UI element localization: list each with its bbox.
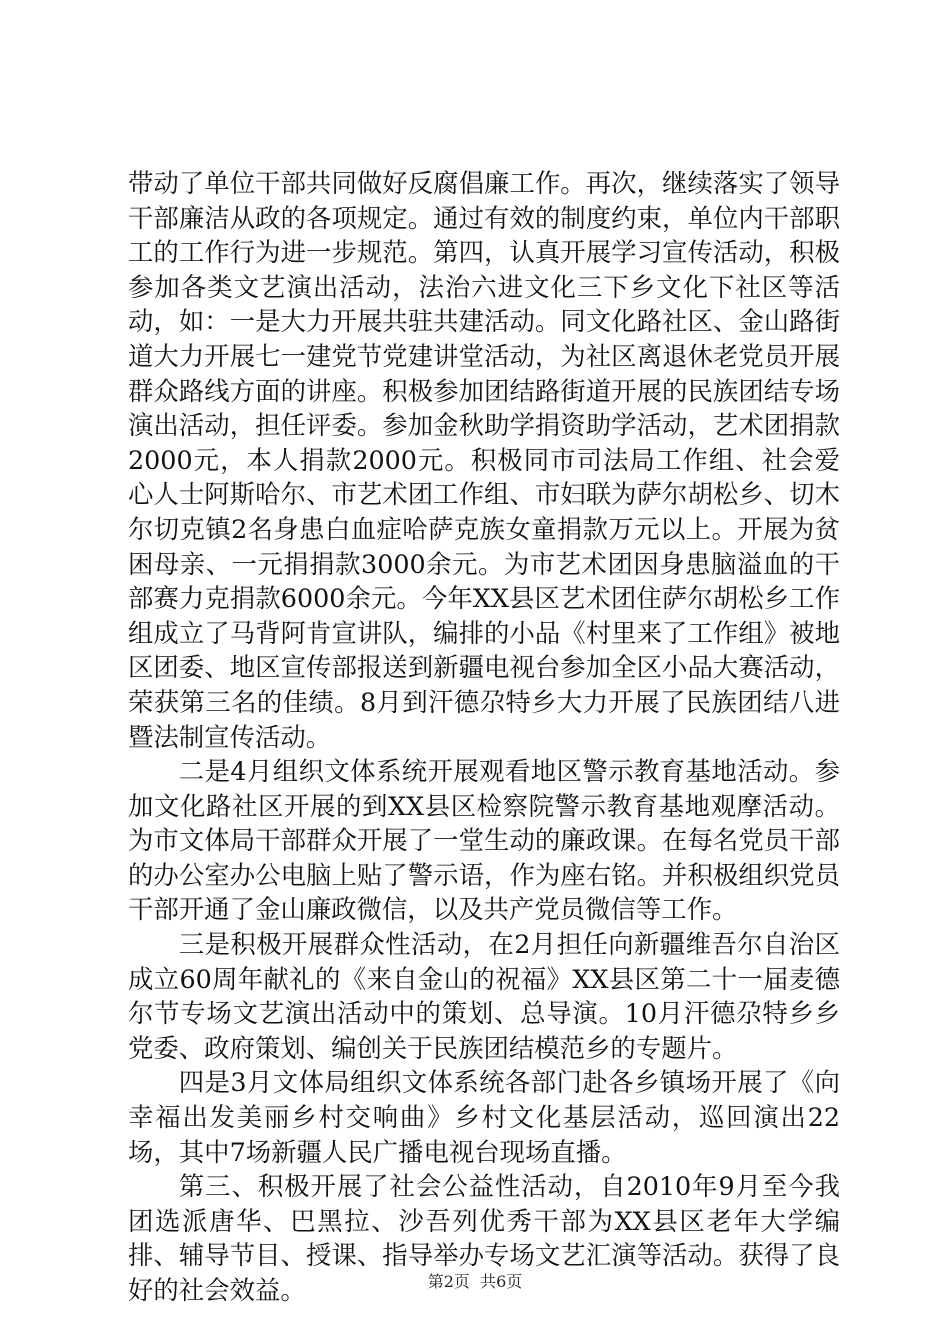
page-footer: 第2页 共6页: [427, 1272, 523, 1291]
paragraph-section-three: 第三、积极开展了社会公益性活动，自2010年9月至今我团选派唐华、巴黑拉、沙吾列优秀干部为XX县区老年大学编排、辅导节目、授课、指导举办专场文艺汇演等活动。获得了良好的社会效益。: [128, 1171, 840, 1305]
paragraph-item-four: 四是3月文体局组织文体系统各部门赴各乡镇场开展了《向幸福出发美丽乡村交响曲》乡村文化基层活动，巡回演出22场，其中7场新疆人民广播电视台现场直播。: [128, 1067, 840, 1167]
paragraph-item-three: 三是积极开展群众性活动，在2月担任向新疆维吾尔自治区成立60周年献礼的《来自金山的祝福》XX县区第二十一届麦德尔节专场文艺演出活动中的策划、总导演。10月汗德尕特乡乡党委、政府策划、编创关于民族团结模范乡的专题片。: [128, 929, 840, 1063]
paragraph-item-two: 二是4月组织文体系统开展观看地区警示教育基地活动。参加文化路社区开展的到XX县区检察院警示教育基地观摩活动。为市文体局干部群众开展了一堂生动的廉政课。在每名党员干部的办公室办公电脑上贴了警示语，作为座右铭。并积极组织党员干部开通了金山廉政微信，以及共产党员微信等工作。: [128, 756, 840, 925]
document-body: [128, 166, 840, 1308]
paragraph-continuation: 带动了单位干部共同做好反腐倡廉工作。再次，继续落实了领导干部廉洁从政的各项规定。通过有效的制度约束，单位内干部职工的工作行为进一步规范。第四，认真开展学习宣传活动，积极参加各类文艺演出活动，法治六进文化三下乡文化下社区等活动，如：一是大力开展共驻共建活动。同文化路社区、金山路街道大力开展七一建党节党建讲堂活动，为社区离退休老党员开展群众路线方面的讲座。积极参加团结路街道开展的民族团结专场演出活动，担任评委。参加金秋助学捐资助学活动，艺术团捐款2000元，本人捐款2000元。积极同市司法局工作组、社会爱心人士阿斯哈尔、市艺术团工作组、市妇联为萨尔胡松乡、切木尔切克镇2名身患白血症哈萨克族女童捐款万元以上。开展为贫困母亲、一元捐捐款3000余元。为市艺术团因身患脑溢血的干部赛力克捐款6000余元。今年XX县区艺术团住萨尔胡松乡工作组成立了马背阿肯宣讲队，编排的小品《村里来了工作组》被地区团委、地区宣传部报送到新疆电视台参加全区小品大赛活动，荣获第三名的佳绩。8月到汗德尕特乡大力开展了民族团结八进暨法制宣传活动。: [128, 168, 840, 752]
